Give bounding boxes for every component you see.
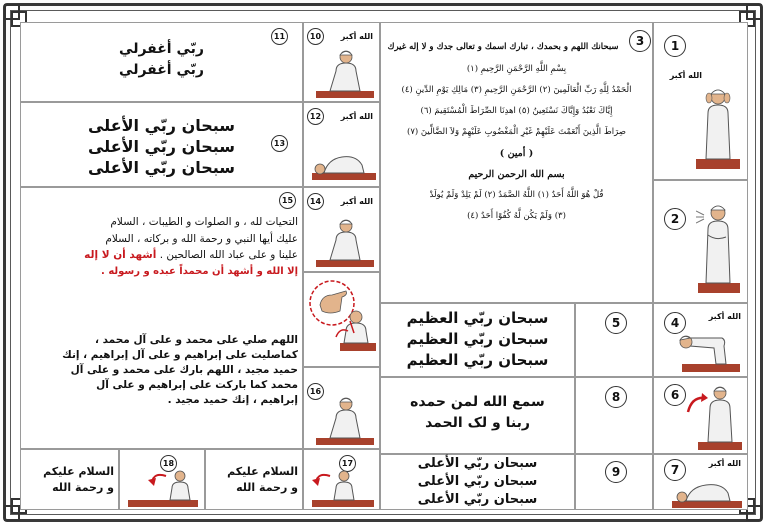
- step-15-cell: [20, 187, 303, 449]
- salam-left-figure-icon: [124, 468, 202, 508]
- step-12-cell: [303, 102, 380, 187]
- basmala-line: بسم الله الرحمن الرحيم: [468, 169, 565, 180]
- tashahhud-block: [25, 214, 298, 280]
- sujud-figure-icon: [310, 147, 378, 181]
- step-18-cell: [119, 449, 205, 510]
- dhikr-line: سبحان ربّي الأعلى: [87, 158, 236, 177]
- takbir-label: الله أكبر: [340, 197, 373, 206]
- salawat-line: محمد كما باركت على إبراهيم و على آل: [96, 379, 298, 391]
- standing-takbir-figure-icon: [694, 83, 742, 171]
- step-number-badge: 1: [664, 35, 686, 57]
- salawat-line: حميد مجيد ، اللهم بارك على محمد و على آل: [70, 364, 298, 376]
- step-17-text-cell: [205, 449, 303, 510]
- takbir-label: الله أكبر: [669, 71, 702, 80]
- shahada-fragment: أشهد أن لا إله: [84, 249, 157, 261]
- takbir-label: الله أكبر: [708, 459, 741, 468]
- step-number-badge: 13: [271, 135, 288, 152]
- sujud-dhikr-block: [381, 455, 574, 509]
- pointing-finger-icon: [306, 277, 378, 363]
- step-number-badge: 10: [307, 28, 324, 45]
- tashahhud-line: [25, 247, 298, 264]
- step-8-num-cell: [575, 377, 653, 454]
- basmala-line: بِسْمِ اللَّهِ الرَّحْمَنِ الرَّحِيمِ (١): [466, 64, 567, 74]
- salawat-line: كماصليت على إبراهيم و على آل إبراهيم ، إنك: [62, 349, 298, 361]
- dhikr-line: سبحان ربّي الأعلى: [87, 137, 236, 156]
- ikhlas-line: (٣) وَلَمْ يَكُن لَّهُ كُفُوًا أَحَدٌ (٤): [467, 211, 566, 221]
- prayer-steps-table: [20, 22, 748, 510]
- standing-reciting-figure-icon: [696, 197, 742, 295]
- step-number-badge: 4: [664, 312, 686, 334]
- salam-text-block: [206, 464, 298, 496]
- tashahhud-line: التحيات لله ، و الصلوات و الطيبات ، السلام: [110, 216, 298, 228]
- rising-dhikr-block: [381, 392, 574, 434]
- step-5-num-cell: [575, 303, 653, 377]
- step-18-text-cell: [20, 449, 119, 510]
- salawat-line: اللهم صلي على محمد و على آل محمد ،: [94, 334, 298, 346]
- step-number-badge: 14: [307, 193, 324, 210]
- salawat-block: [25, 333, 298, 408]
- salam-text-block: [21, 464, 114, 496]
- opening-dua-block: [384, 37, 622, 58]
- step-10-cell: [303, 22, 380, 102]
- fatiha-line: إِيَّاكَ نَعْبُدُ وَإِيَّاكَ نَسْتَعِينُ (٥) اهدِنَا الصِّرَاطَ الْمُسْتَقِيمَ (٦): [420, 106, 613, 116]
- step-6-cell: [653, 377, 748, 454]
- step-1-cell: [653, 22, 748, 180]
- dhikr-line: ربّي أغفرلي: [119, 41, 204, 57]
- salam-line: و رحمة الله: [52, 481, 114, 494]
- step-number-badge: 17: [339, 455, 356, 472]
- step-16-cell: [303, 367, 380, 449]
- step-number-badge: 5: [605, 312, 627, 334]
- dhikr-line: سبحان ربّي العظيم: [406, 351, 549, 369]
- step-11-cell: [20, 22, 303, 102]
- ruku-dhikr-block: [381, 308, 574, 371]
- dhikr-line: سبحان ربّي الأعلى: [417, 492, 538, 507]
- opening-dua-line: سبحانك اللهم و بحمدك ، تبارك اسمك و تعالى جدك و لا إله غيرك: [387, 42, 619, 52]
- sitting-figure-icon: [314, 396, 376, 446]
- takbir-label: الله أكبر: [340, 32, 373, 41]
- rising-figure-icon: [684, 384, 744, 452]
- sujud-figure-icon: [670, 477, 744, 509]
- fatiha-block: [384, 59, 649, 227]
- dhikr-line: سبحان ربّي العظيم: [406, 330, 549, 348]
- salawat-line: إبراهيم ، إنك حميد مجيد .: [167, 394, 298, 406]
- sitting-figure-icon: [314, 218, 376, 268]
- step-14-cell: [303, 187, 380, 272]
- sujud-dhikr-block: [21, 115, 302, 178]
- salam-line: و رحمة الله: [236, 481, 298, 494]
- tashahhud-fragment: علينا و على عباد الله الصالحين .: [159, 249, 298, 261]
- salam-line: السلام عليكم: [227, 465, 298, 478]
- ruku-figure-icon: [678, 324, 744, 374]
- dhikr-line: ربّي أغفرلي: [119, 62, 204, 78]
- step-3-cell: [380, 22, 653, 303]
- step-9-num-cell: [575, 454, 653, 510]
- step-17-cell: [303, 449, 380, 510]
- step-number-badge: 11: [271, 28, 288, 45]
- dhikr-line: سبحان ربّي الأعلى: [417, 456, 538, 471]
- step-4-cell: [653, 303, 748, 377]
- step-9-text-cell: [380, 454, 575, 510]
- step-number-badge: 15: [279, 192, 296, 209]
- ikhlas-line: قُلْ هُوَ اللَّهُ أَحَدٌ (١) اللَّهُ الصَّمَدُ (٢) لَمْ يَلِدْ وَلَمْ يُولَدْ: [429, 190, 604, 200]
- salam-right-figure-icon: [308, 468, 378, 508]
- sitting-figure-icon: [314, 49, 376, 99]
- dhikr-line: سبحان ربّي الأعلى: [87, 116, 236, 135]
- step-number-badge: 2: [664, 208, 686, 230]
- tashahhud-hand-cell: [303, 272, 380, 367]
- sitting-dhikr-block: [21, 39, 302, 81]
- step-2-cell: [653, 180, 748, 303]
- step-13-cell: [20, 102, 303, 187]
- dhikr-line: سبحان ربّي العظيم: [406, 309, 549, 327]
- step-number-badge: 6: [664, 384, 686, 406]
- step-number-badge: 8: [605, 386, 627, 408]
- fatiha-line: الْحَمْدُ لِلَّهِ رَبِّ الْعَالَمِينَ (٢) الرَّحْمَنِ الرَّحِيمِ (٣) مَالِكِ يَوْمِ الدِّينِ (٤): [401, 85, 632, 95]
- fatiha-line: صِرَاطَ الَّذِينَ أَنْعَمْتَ عَلَيْهِمْ غَيْرِ الْمَغْضُوبِ عَلَيْهِمْ وَلاَ الضَّالِّينَ (٧): [407, 127, 626, 137]
- salam-line: السلام عليكم: [43, 465, 114, 478]
- takbir-label: الله أكبر: [708, 312, 741, 321]
- step-number-badge: 9: [605, 461, 627, 483]
- takbir-label: الله أكبر: [340, 112, 373, 121]
- step-number-badge: 7: [664, 459, 686, 481]
- step-number-badge: 16: [307, 383, 324, 400]
- step-5-text-cell: [380, 303, 575, 377]
- shahada-line: إلا الله و أشهد أن محمداً عبده و رسوله .: [101, 265, 298, 277]
- step-number-badge: 3: [629, 30, 651, 52]
- dhikr-line: سبحان ربّي الأعلى: [417, 474, 538, 489]
- amin-line: ( أمين ): [499, 148, 534, 159]
- dhikr-line: سمع الله لمن حمده: [410, 394, 545, 410]
- tashahhud-line: عليك أيها النبي و رحمة الله و بركاته ، السلام: [105, 232, 298, 245]
- step-number-badge: 12: [307, 108, 324, 125]
- step-number-badge: 18: [160, 455, 177, 472]
- step-7-cell: [653, 454, 748, 510]
- step-8-text-cell: [380, 377, 575, 454]
- dhikr-line: ربنا و لک الحمد: [425, 415, 530, 431]
